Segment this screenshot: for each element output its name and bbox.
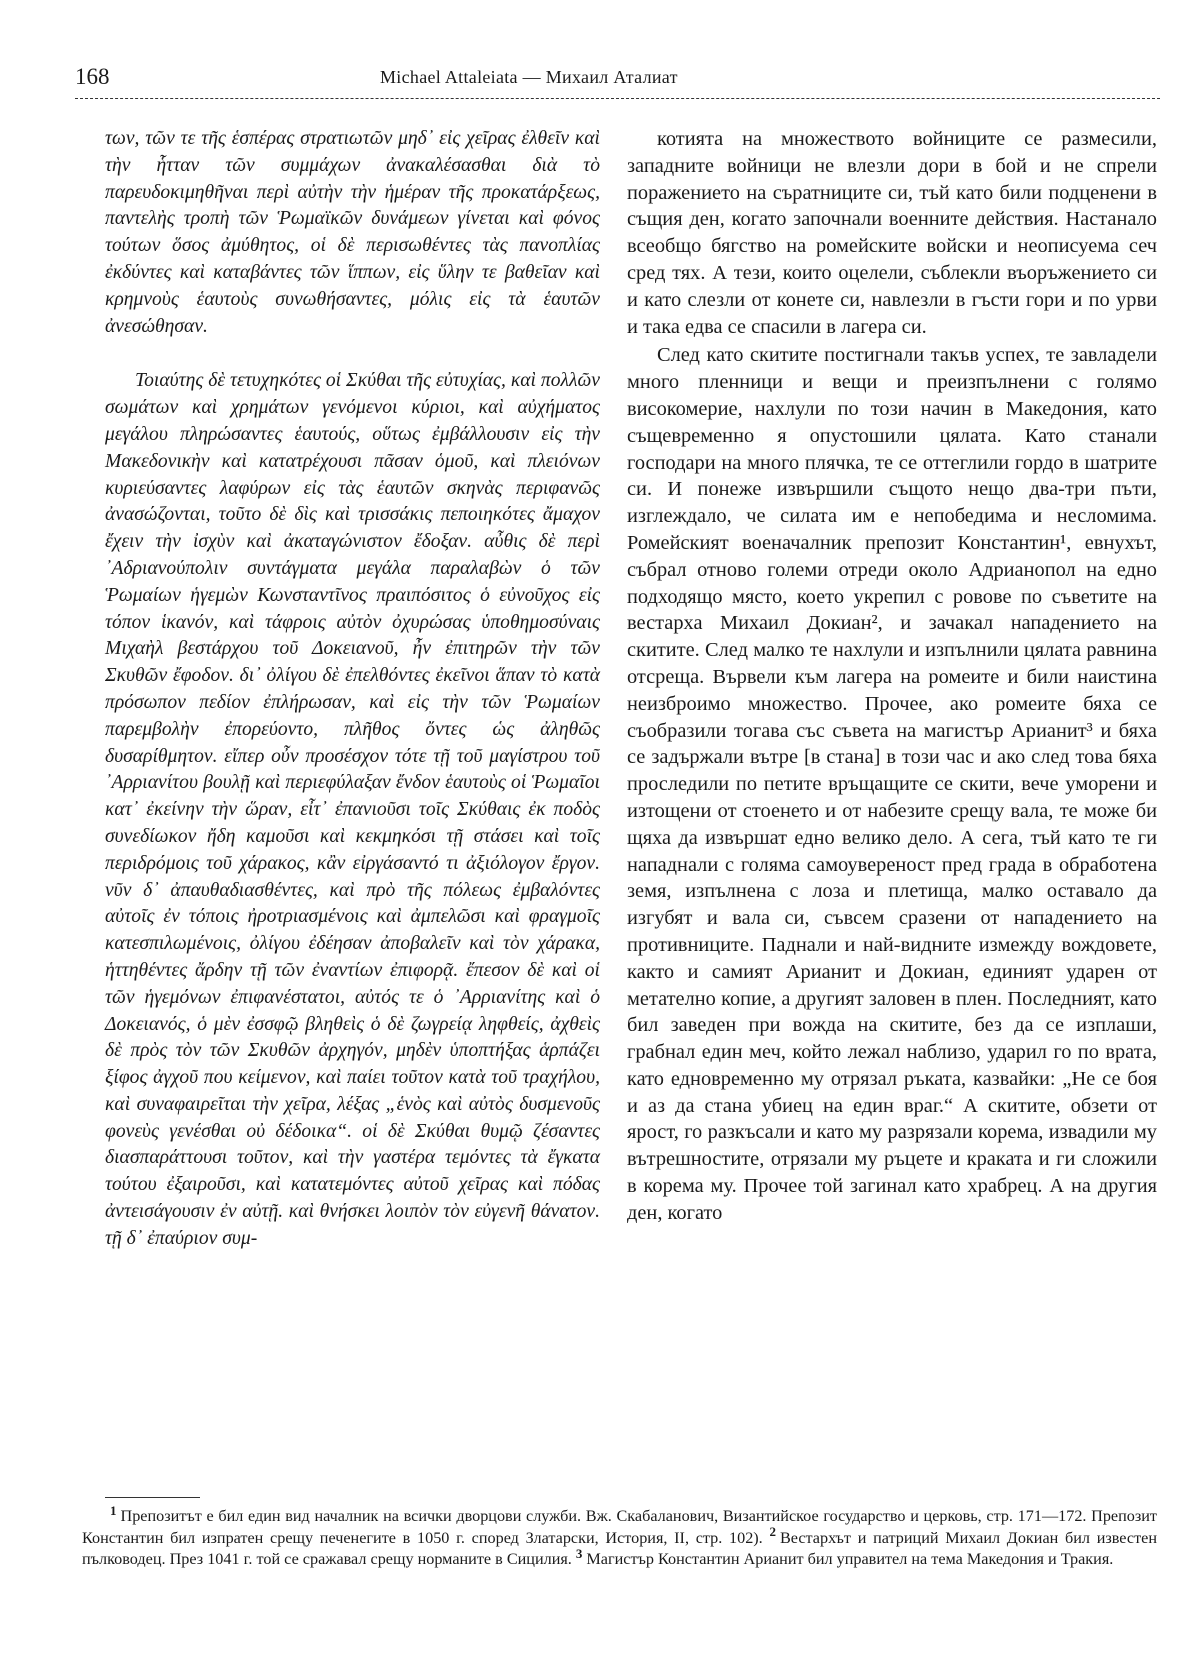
running-head: Michael Attaleiata — Михаил Аталиат xyxy=(380,67,678,87)
footnote-rule xyxy=(105,1497,200,1498)
bulgarian-paragraph-2: След като скитите постигнали такъв успех, те завладели много пленници и вещи и преизпълнени с голямо високомерие, нахлули по този начин в Македония, като същевременно я опустошили цялата. Като станали господари на много плячка, те се оттеглили гордо в шатрите си. И понеже извършили същото нещо два-три пъти, изглеждало, че силата им е непобедима и несломима. Ромейският военачалник препозит Константин¹, евнухът, събрал отново големи отреди около Адрианопол на едно подходящо място, което укрепил с ровове по съветите на вестарха Михаил Докиан², и зачакал нападението на скитите. След малко те нахлули и изпълнили цялата равнина отсреща. Вървели към лагера на ромеите и били наистина неизброимо множество. Прочее, ако ромеите бяха се съобразили тогава със съвета на магистър Арианит³ и бяха се задържали вътре [в стана] в този час и ако след това бяха проследили по петите връщащите се скити, вече уморени и изтощени от стоенето и от набезите срещу вала, те може би щяха да извършат едно велико дело. А сега, тъй като те ги нападнали с голяма самоувереност пред града в обработена земя, изпълнена с лоза и плетища, малко оставало да изгубят и вала си, съвсем сразени от нападението на противниците. Паднали и най-видните измежду вождовете, както и самият Арианит и Докиан, единият ударен от метателно копие, а другият заловен в плен. Последният, като бил заведен при вожда на скитите, без да се изплаши, грабнал един меч, който лежал наблизо, ударил го по врата, като едновременно му отрязал ръката, казвайки: „Не се боя и аз да стана убиец на един враг.“ А скитите, обзети от ярост, го разкъсали и като му разрязали корема, извадили му вътрешностите, отрязали му ръцете и краката и ги сложили в корема му. Прочее той загинал като храбрец. А на другия ден, когато xyxy=(627,344,1157,1224)
page-number: 168 xyxy=(75,64,110,89)
footnote-1-mark: 1 xyxy=(110,1502,117,1518)
footnote-2-mark: 2 xyxy=(769,1524,776,1540)
footnote-3-mark: 3 xyxy=(575,1545,583,1561)
bulgarian-column xyxy=(627,126,1157,1227)
greek-paragraph-2: Τοιαύτης δὲ τετυχηκότες οἱ Σκύθαι τῆς εὐτυχίας, καὶ πολλῶν σωμάτων καὶ χρημάτων γενόμενοι κύριοι, καὶ αὐχήματος μεγάλου πληρώσαντες ἑαυτούς, οὕτως ἐμβάλλουσιν εἰς τὴν Μακεδονικὴν καὶ κατατρέχουσι πᾶσαν ὁμοῦ, καὶ πλειόνων κυριεύσαντες λαφύρων εἰς τὰς ἑαυτῶν σκηνὰς περιφανῶς ἀνασώζονται, τοῦτο δὲ δὶς καὶ τρισσάκις πεποιηκότες ἄμαχον ἔχειν τὴν ἰσχὺν καὶ ἀκαταγώνιστον ἔδοξαν. αὖθις δὲ περὶ ᾿Αδριανούπολιν συντάγματα μεγάλα παραλαβὼν ὁ τῶν Ῥωμαίων ἡγεμὼν Κωνσταντῖνος πραιπόσιτος ὁ εὐνοῦχος εἰς τόπον ἱκανόν, καὶ τάφροις αὐτὸν ὀχυρώσας ὑποθημοσύναις Μιχαὴλ βεστάρχου τοῦ Δοκειανοῦ, ἦν ἐπιτηρῶν τὴν τῶν Σκυθῶν ἔφοδον. δι᾽ ὀλίγου δὲ ἐπελθόντες ἐκεῖνοι ἅπαν τὸ κατὰ πρόσωπον πεδίον ἐπλήρωσαν, καὶ εἰς τὴν τῶν Ῥωμαίων παρεμβολὴν ἐπορεύοντο, πλῆθος ὄντες ὡς ἀληθῶς δυσαρίθμητον. εἴπερ οὖν προσέσχον τότε τῇ τοῦ μαγίστρου τοῦ ᾿Αρριανίτου βουλῇ καὶ περιεφύλαξαν ἔνδον ἑαυτοὺς οἱ Ῥωμαῖοι κατ᾽ ἐκείνην τὴν ὥραν, εἶτ᾽ ἐπανιοῦσι τοῖς Σκύθαις ἐκ ποδὸς συνεδίωκον ἤδη καμοῦσι καὶ κεκμηκόσι τῇ στάσει καὶ τοῖς περιδρόμοις τοῦ χάρακος, κἂν εἰργάσαντό τι ἀξιόλογον ἔργον. νῦν δ᾽ ἀπαυθαδιασθέντες, καὶ πρὸ τῆς πόλεως ἐμβαλόντες αὐτοῖς ἐν τόποις ἠροτριασμένοις καὶ ἀμπελῶσι καὶ φραγμοῖς κατεσπιλωμένοις, ὀλίγου ἐδέησαν ἀποβαλεῖν καὶ τὸν χάρακα, ἡττηθέντες ἄρδην τῇ τῶν ἐναντίων ἐπιφορᾷ. ἔπεσον δὲ καὶ οἱ τῶν ἡγεμόνων ἐπιφανέστατοι, αὐτός τε ὁ ᾿Αρριανίτης καὶ ὁ Δοκειανός, ὁ μὲν ἐσσφῷ βληθεὶς ὁ δὲ ζωγρείᾳ ληφθείς, ἀχθεὶς δὲ πρὸς τὸν τῶν Σκυθῶν ἀρχηγόν, μηδὲν ὑποπτήξας ἁρπάζει ξίφος ἀγχοῦ που κείμενον, καὶ παίει τοῦτον κατὰ τοῦ τραχήλου, καὶ συναφαιρεῖται τὴν χεῖρα, λέξας „ἑνὸς καὶ αὐτὸς δυσμενοῦς φονεὺς γενέσθαι οὐ δέδοικα“. οἱ δὲ Σκύθαι θυμῷ ζέσαντες διασπαράττουσι τοῦτον, καὶ τὴν γαστέρα τεμόντες τὰ ἔγκατα τούτου ἐξαιροῦσι, καὶ κατατεμόντες αὐτοῦ χεῖρας καὶ πόδας ἀντεισάγουσιν ἐν αὐτῇ. καὶ θνήσκει λοιπὸν τὸν εὐγενῆ θάνατον. τῇ δ᾽ ἐπαύριον συμ- xyxy=(105,370,600,1249)
footnote-1 xyxy=(82,1502,1157,1571)
greek-column xyxy=(105,126,600,1253)
footnote-2-text: Вестархът и патриций Михаил Докиан бил известен пълководец. През 1041 г. той се сражавал срещу норманите в Сицилия. xyxy=(82,1528,1157,1568)
footnote-3-text: Магистър Константин Арианит бил управител на тема Македония и Тракия. xyxy=(586,1550,1114,1568)
header-rule xyxy=(75,98,1160,99)
bulgarian-paragraph-1: котията на множеството войниците се размесили, западните войници не влезли дори в бой и не спрели поражението на съратниците си, тъй като били подценени в същия ден, когато започнали военните действия. Настанало всеобщо бягство на ромейските войски и неописуема сеч сред тях. А тези, които оцелели, съблекли въоръжението си и като слезли от конете си, навлезли в гъсти гори и по урви и така едва се спасили в лагера си. xyxy=(627,128,1157,338)
footnote-1-text: Препозитът е бил един вид началник на всички дворцови служби. Вж. Скабаланович, Византийское государство и церковь, стр. 171—172. Препозит Константин бил изпратен срещу печенегите в 1050 г. според Златарски, История, II, стр. 102). xyxy=(82,1507,1157,1547)
greek-paragraph-1: των, τῶν τε τῆς ἑσπέρας στρατιωτῶν μηδ᾽ εἰς χεῖρας ἐλθεῖν καὶ τὴν ἧτταν τῶν συμμάχων ἀνακαλέσασθαι διὰ τὸ παρευδοκιμηθῆναι περὶ αὐτὴν τὴν ἡμέραν τῆς προκατάρξεως, παντελὴς τροπὴ τῶν Ῥωμαϊκῶν δυνάμεων γίνεται καὶ φόνος τούτων ὅσος ἀμύθητος, οἱ δὲ περισωθέντες τὰς πανοπλίας ἐκδύντες καὶ καταβάντες τῶν ἵππων, εἰς ὕλην τε βαθεῖαν καὶ κρημνοὺς ἑαυτοὺς συνωθήσαντες, μόλις εἰς τὰ ἑαυτῶν ἀνεσώθησαν. xyxy=(105,128,600,337)
footnotes xyxy=(82,1502,1157,1571)
